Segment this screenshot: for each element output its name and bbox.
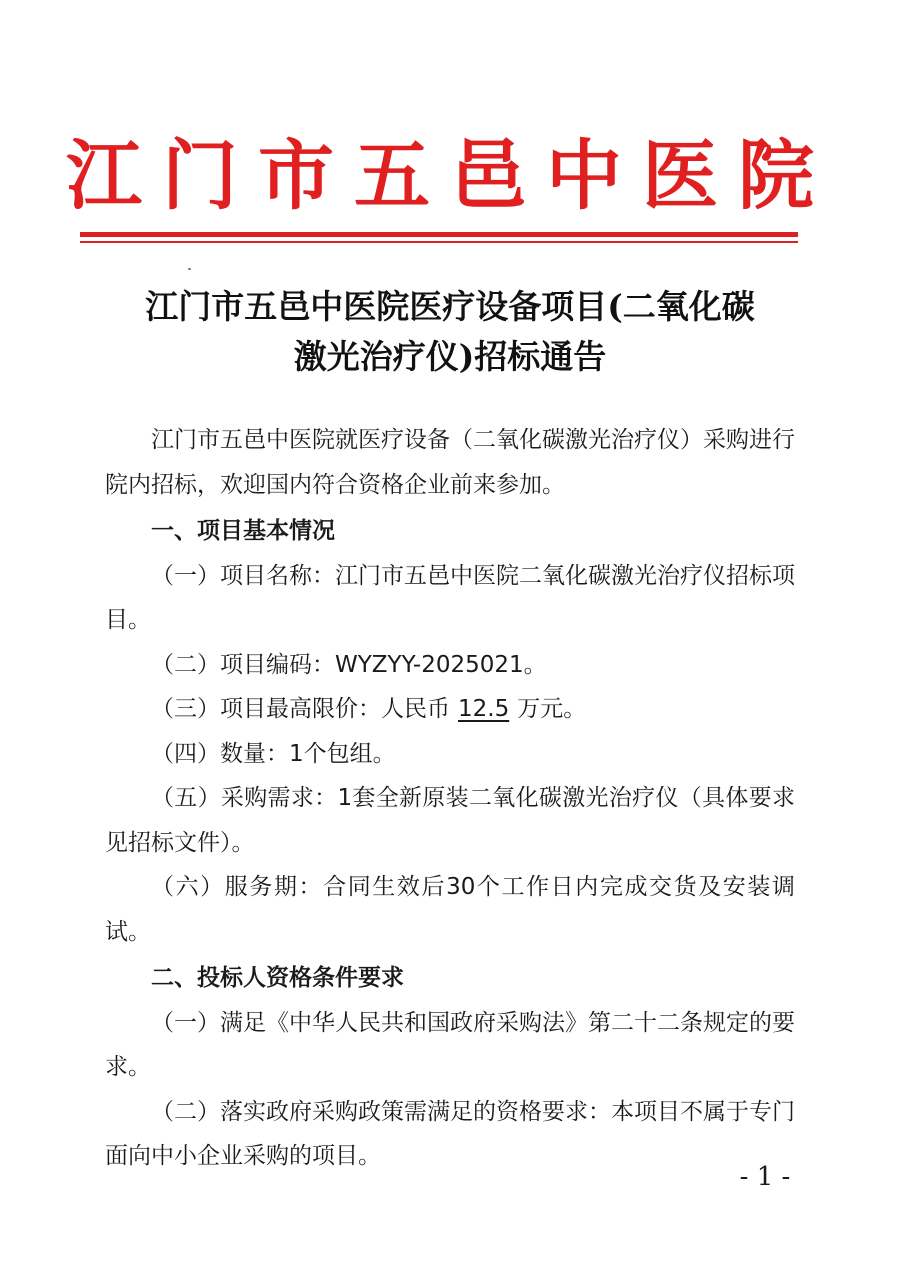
section-2-item-2: （二）落实政府采购政策需满足的资格要求：本项目不属于专门面向中小企业采购的项目。	[105, 1098, 795, 1169]
section-1-item-1: （一）项目名称：江门市五邑中医院二氧化碳激光治疗仪招标项目。	[105, 562, 795, 633]
section-2-heading: 二、投标人资格条件要求	[151, 965, 404, 991]
letterhead-rule-thin	[80, 241, 798, 243]
price-value: 12.5	[458, 696, 510, 722]
intro-paragraph: 江门市五邑中医院就医疗设备（二氧化碳激光治疗仪）采购进行院内招标，欢迎国内符合资格企业前来参加。	[105, 427, 795, 498]
document-title-line-2: 激光治疗仪)招标通告	[293, 337, 607, 376]
document-title-line-1: 江门市五邑中医院医疗设备项目(二氧化碳	[145, 287, 755, 326]
section-1-item-6: （六）服务期：合同生效后30个工作日内完成交货及安装调试。	[105, 874, 795, 945]
letterhead-org-name: 江门市五邑中医院	[66, 131, 834, 220]
price-label: （三）项目最高限价：人民币	[151, 696, 450, 722]
section-1-heading: 一、项目基本情况	[151, 518, 335, 544]
section-1-item-2: （二）项目编码：WYZYY-2025021。	[151, 651, 547, 678]
section-1-item-3	[105, 687, 795, 732]
document-body	[105, 418, 795, 1179]
price-unit: 万元。	[517, 696, 587, 722]
section-1-item-4: （四）数量：1个包组。	[151, 740, 396, 767]
document-title	[70, 282, 830, 382]
section-1-item-5: （五）采购需求：1套全新原装二氧化碳激光治疗仪（具体要求见招标文件）。	[105, 785, 795, 856]
page-number: - 1 -	[739, 1162, 791, 1192]
letterhead-rule-thick	[80, 232, 798, 237]
section-2-item-1: （一）满足《中华人民共和国政府采购法》第二十二条规定的要求。	[105, 1009, 795, 1080]
scan-speck	[188, 268, 191, 270]
